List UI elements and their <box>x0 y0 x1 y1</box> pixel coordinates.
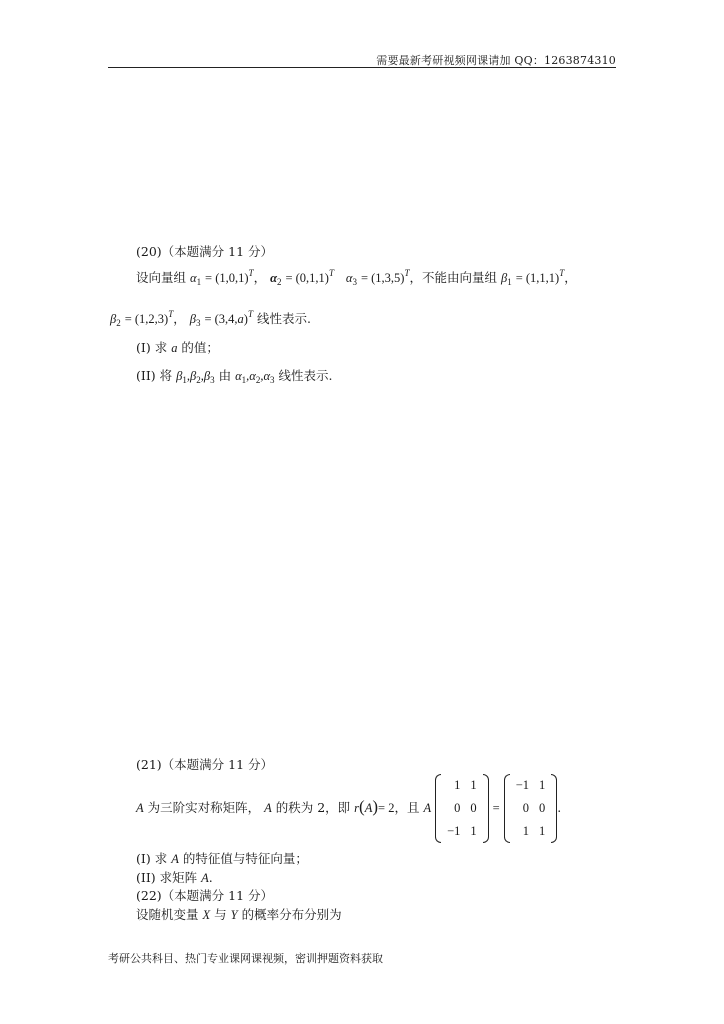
param-a: a <box>237 312 244 326</box>
q20-part2-label: (II) <box>136 368 156 383</box>
matrix-A: A <box>201 871 209 885</box>
param-a: a <box>171 341 178 355</box>
q20-sep1: ， <box>253 270 267 285</box>
q20-part2-mid: 由 <box>218 368 232 383</box>
q21-part2 <box>136 868 213 886</box>
q22-title: (22)（本题满分 11 分） <box>136 888 274 903</box>
q20-part1 <box>136 338 219 356</box>
alpha2-symbol: $\alpha_2$ <box>270 271 282 287</box>
matrix-cell: −1 <box>515 778 529 792</box>
matrix-cell: 0 <box>454 801 461 815</box>
rank-eq: = 2 <box>378 801 395 815</box>
header-note: 需要最新考研视频网课请加 QQ：1263874310 <box>376 54 616 67</box>
q20-line2-tail: 线性表示. <box>256 311 311 326</box>
q21-part1-text2: 的特征值与特征向量； <box>182 851 308 866</box>
matrix-A: A <box>423 801 432 815</box>
beta3-value: = (3,4, <box>204 312 238 326</box>
matrix-cell: −1 <box>447 824 461 838</box>
q20-line2: $\beta_2 = (1,2,3)^T$， $\beta_3 = (3,4,a)^T$ 线性表示. <box>110 309 311 328</box>
q21-part1-label: (I) <box>136 851 151 866</box>
q20-part1-text: 求 <box>154 340 168 355</box>
q20-sep2: ， <box>173 311 186 326</box>
rank-expr: r(A) <box>354 797 379 816</box>
beta3-symbol: $\beta_3$ <box>189 312 201 328</box>
q20-part1-label: (I) <box>136 340 151 355</box>
beta1-symbol: $\beta_1$ <box>500 271 512 287</box>
matrix-A: A <box>264 801 272 815</box>
q21-part1 <box>136 849 308 867</box>
q22-statement <box>136 905 342 923</box>
matrix-cell: 1 <box>522 824 529 838</box>
q20-title: (20)（本题满分 11 分） <box>136 244 274 259</box>
var-Y: Y <box>230 908 238 922</box>
matrix-left <box>435 774 489 843</box>
q21-part2-text: 求矩阵 <box>159 870 198 885</box>
matrix-right <box>504 774 558 843</box>
q20-line1-text-a: 设向量组 <box>136 270 187 285</box>
q21-stmt-a: 为三阶实对称矩阵， <box>147 800 261 815</box>
q21-stmt-b: 的秩为 2，即 <box>275 800 351 815</box>
q20-part2-end: 线性表示. <box>278 368 333 383</box>
alpha3-symbol: $\alpha_3$ <box>345 271 357 287</box>
matrix-cell: 0 <box>539 801 546 815</box>
alpha2-value: = (0,1,1) <box>285 271 329 285</box>
q21-title: (21)（本题满分 11 分） <box>136 757 274 772</box>
matrix-cell: 1 <box>470 824 477 838</box>
beta-list: $\beta_1,\beta_2,\beta_3$ <box>176 369 215 385</box>
q20-part2-text1: 将 <box>159 368 173 383</box>
var-X: X <box>202 908 211 922</box>
q22-stmt-c: 的概率分布分别为 <box>241 907 342 922</box>
q21-end-period: . <box>557 800 562 815</box>
matrix-cell: 1 <box>454 778 461 792</box>
header-rule <box>108 67 616 68</box>
q21-part2-end: . <box>208 870 213 885</box>
alpha1-value: = (1,0,1) <box>205 271 249 285</box>
matrix-A: A <box>171 852 179 866</box>
q20-part1-text2: 的值； <box>181 340 219 355</box>
q21-stmt-c: ，且 <box>394 800 420 815</box>
q20-part2 <box>136 366 332 385</box>
beta2-value: = (1,2,3) <box>124 312 169 326</box>
alpha1-symbol: $\alpha_1$ <box>190 271 202 287</box>
q20-sep-end: ， <box>564 270 577 285</box>
matrix-A: A <box>136 801 144 815</box>
beta1-value: = (1,1,1) <box>515 271 560 285</box>
q20-line1: 设向量组 $\alpha_1 = (1,0,1)^T$， $\alpha_2 = (0,1,1)^T$ $\alpha_3 = (1,3,5)^T$，不能由向量组 $\beta_1 = (1,1,1)^T$， <box>136 268 577 287</box>
matrix-cell: 1 <box>539 778 546 792</box>
alpha3-value: = (1,3,5) <box>360 271 405 285</box>
beta2-symbol: $\beta_2$ <box>110 312 121 328</box>
matrix-cell: 1 <box>539 824 546 838</box>
q21-part2-label: (II) <box>136 870 156 885</box>
matrix-cell: 0 <box>522 801 529 815</box>
footer-note: 考研公共科目、热门专业课网课视频，密训押题资料获取 <box>108 952 383 965</box>
q21-statement <box>136 774 561 843</box>
q21-part1-text1: 求 <box>154 851 168 866</box>
matrix-cell: 0 <box>470 801 477 815</box>
q20-line1-text-b: ，不能由向量组 <box>409 270 497 285</box>
equals-sign: = <box>492 801 500 815</box>
matrix-cell: 1 <box>470 778 477 792</box>
q22-stmt-b: 与 <box>214 907 227 922</box>
beta3-close: ) <box>243 312 248 326</box>
alpha-list: $\alpha_1,\alpha_2,\alpha_3$ <box>235 369 275 385</box>
q22-stmt-a: 设随机变量 <box>136 907 199 922</box>
